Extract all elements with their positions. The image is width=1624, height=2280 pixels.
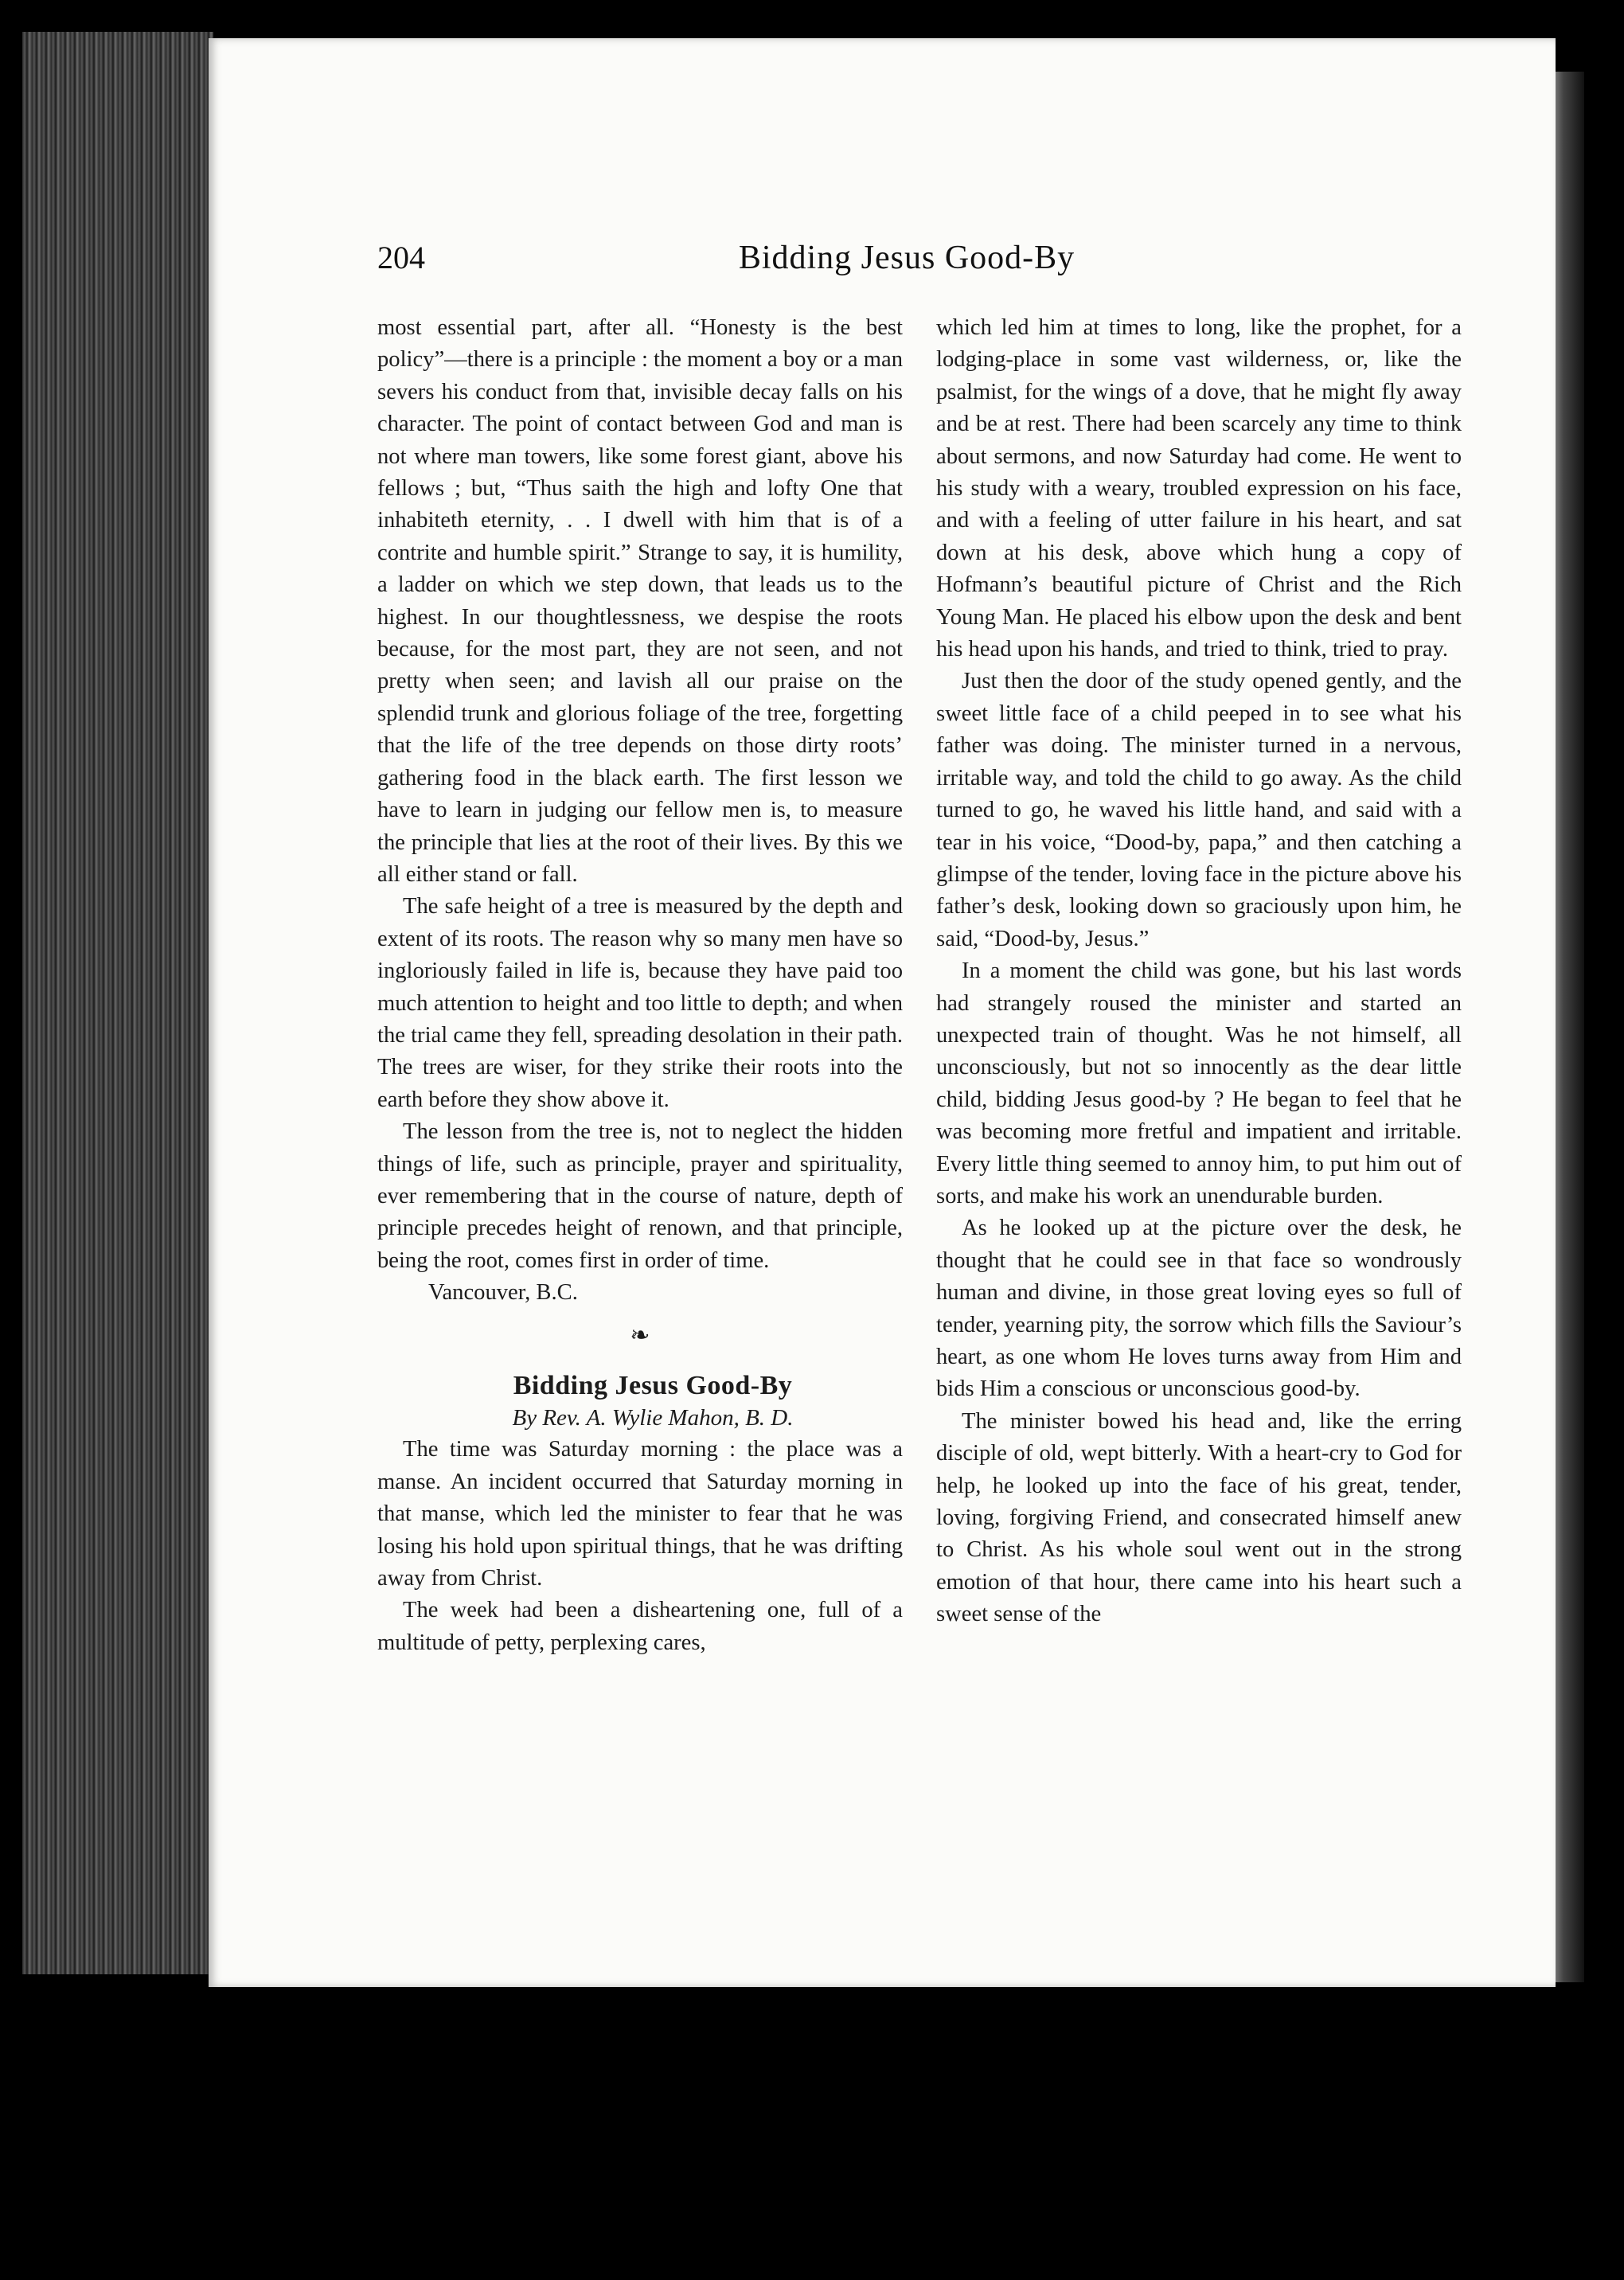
article-title: Bidding Jesus Good-By bbox=[513, 1370, 793, 1400]
paragraph: The safe height of a tree is measured by the depth and extent of its roots. The reason why so many men have so ingloriously failed in life is, because they have paid too much attention to height and too little to depth; and when the trial came they fell, spreading desolation in their path. The trees are wiser, for they strike their roots into the earth before they show above it. bbox=[377, 894, 903, 1112]
paragraph: The week had been a disheartening one, full of a multitude of petty, perplexing cares, bbox=[377, 1598, 903, 1655]
paragraph: In a moment the child was gone, but his last words had strangely roused the minister and started an unexpected train of thought. Was he not himself, all unconsciously, but not so innocently as the dear little child, bidding Jesus good-by ? He began to feel that he was becoming more fretful and impatient and irritable. Every little thing seemed to annoy him, to put him out of sorts, and make his work an unendurable burden. bbox=[936, 958, 1462, 1208]
running-head bbox=[377, 239, 1436, 287]
fleuron-ornament: ❧ bbox=[630, 1322, 650, 1349]
paragraph: most essential part, after all. “Honesty is the best policy”—there is a principle : the moment a boy or a man severs his conduct from that, invisible decay falls on his character. The point of contact between God and man is not where man towers, like some forest giant, above his fellows ; but, “Thus saith the high and lofty One that inhabiteth eternity, . . I dwell with him that is of a contrite and humble spirit.” Strange to say, it is humility, a ladder on which we step down, that leads us to the highest. In our thoughtlessness, we despise the roots because, for the most part, they are not seen, and not pretty when seen; and lavish all our praise on the splendid trunk and glorious foliage of the tree, forgetting that the life of the tree depends on those dirty roots’ gathering food in the black earth. The first lesson we have to learn in judging our fellow men is, to measure the principle that lies at the root of their lives. By this we all either stand or fall. bbox=[377, 315, 903, 887]
paragraph: The time was Saturday morning : the place was a manse. An incident occurred that Saturday morning in that manse, which led the minister to fear that he was losing his hold upon spiritual things, that he was drifting away from Christ. bbox=[377, 1437, 903, 1591]
paragraph: The lesson from the tree is, not to neglect the hidden things of life, such as principle, prayer and spirituality, ever remembering that in the course of nature, depth of principle precedes height of renown, and that principle, being the root, comes first in order of time. bbox=[377, 1119, 903, 1273]
paragraph: Just then the door of the study opened gently, and the sweet little face of a child peeped in to see what his father was doing. The minister turned in a nervous, irritable way, and told the child to go away. As the child turned to go, he waved his little hand, and said with a tear in his voice, “Dood-by, papa,” and then catching a glimpse of the tender, loving face in the picture above his father’s desk, looking down so graciously upon him, he said, “Dood-by, Jesus.” bbox=[936, 669, 1462, 951]
paragraph: The minister bowed his head and, like the erring disciple of old, wept bitterly. With a heart-cry to God for help, he looked up into the face of his great, tender, loving, forgiving Friend, and consecrated himself anew to Christ. As his whole soul went out in the strong emotion of that hour, there came into his heart such a sweet sense of the bbox=[936, 1408, 1462, 1627]
paragraph: which led him at times to long, like the prophet, for a lodging-place in some vast wilderness, or, like the psalmist, for the wings of a dove, that he might fly away and be at rest. There had been scarcely any time to think about sermons, and now Saturday had come. He went to his study with a weary, troubled expression on his face, and with a feeling of utter failure in his heart, and sat down at his desk, above which hung a copy of Hofmann’s beautiful picture of Christ and the Rich Young Man. He placed his elbow upon the desk and bent his head upon his hands, and tried to think, tried to pray. bbox=[936, 315, 1462, 662]
left-column bbox=[377, 312, 903, 1659]
right-column bbox=[936, 312, 1462, 1631]
book-page-edges bbox=[22, 32, 213, 1974]
paragraph: As he looked up at the picture over the desk, he thought that he could see in that face so wondrously human and divine, in those great loving eyes so full of tender, yearning pity, the sorrow which fills the Saviour’s heart, as one whom He loves turns away from Him and bids Him a conscious or unconscious good-by. bbox=[936, 1216, 1462, 1402]
signoff-location: Vancouver, B.C. bbox=[428, 1280, 578, 1306]
page-number: 204 bbox=[377, 240, 425, 275]
article-byline: By Rev. A. Wylie Mahon, B. D. bbox=[512, 1405, 794, 1431]
running-title: Bidding Jesus Good-By bbox=[738, 240, 1076, 276]
